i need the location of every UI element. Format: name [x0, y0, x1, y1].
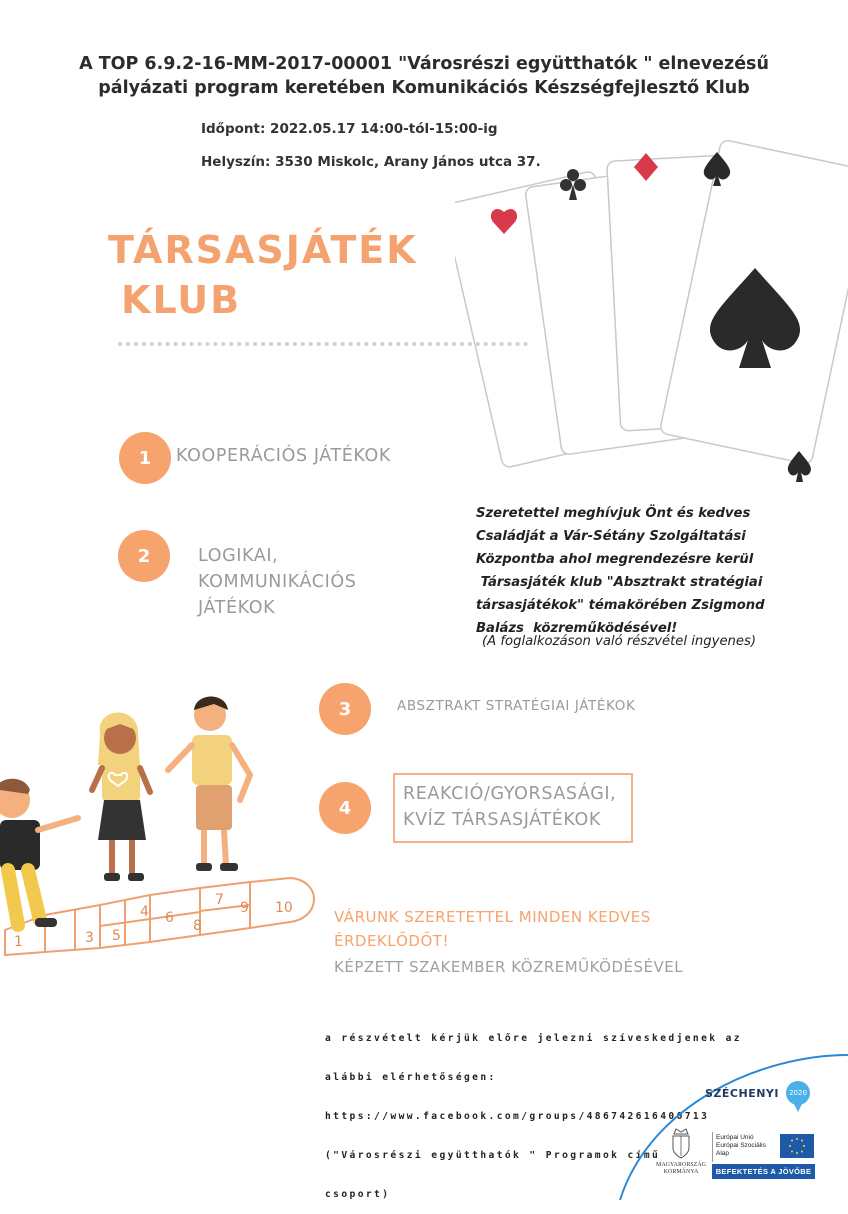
- dotted-divider: [118, 342, 528, 346]
- eu-line-1: Európai Unió: [716, 1134, 754, 1141]
- registration-line-1: a részvételt kérjük előre jelezni szíveskedjenek az: [325, 1033, 742, 1044]
- hopscotch-number-5: 5: [112, 928, 121, 944]
- item-4-line-2: KVÍZ TÁRSASJÁTÉKOK: [403, 810, 601, 830]
- item-2-line-2: KOMMUNIKÁCIÓS: [198, 572, 357, 592]
- szechenyi-2020-badge: 2020: [786, 1081, 810, 1105]
- event-title-line-2: KLUB: [121, 278, 242, 322]
- eu-label: [716, 1134, 766, 1158]
- registration-line-2: alábbi elérhetőségen:: [325, 1072, 497, 1083]
- szechenyi-label: SZÉCHENYI: [705, 1087, 779, 1100]
- registration-line-4: ("Városrészi együtthatók " Programok című: [325, 1150, 661, 1161]
- item-2-line-3: JÁTÉKOK: [198, 598, 276, 618]
- item-3-number-badge: 3: [319, 683, 371, 735]
- hopscotch-number-4: 4: [140, 904, 149, 920]
- item-4-number-badge: 4: [319, 782, 371, 834]
- header-line-2: pályázati program keretében Komunikációs Készségfejlesztő Klub: [98, 78, 750, 98]
- item-3-label: ABSZTRAKT STRATÉGIAI JÁTÉKOK: [397, 698, 636, 714]
- children-illustration: [0, 690, 340, 960]
- government-line-2: KORMÁNYA: [663, 1169, 699, 1175]
- item-2-line-1: LOGIKAI,: [198, 546, 279, 566]
- child-middle: [92, 713, 150, 882]
- eu-line-2: Európai Szociális: [716, 1142, 766, 1149]
- event-date: Időpont: 2022.05.17 14:00-tól-15:00-ig: [201, 121, 498, 137]
- invitation-line-1: Szeretettel meghívjuk Önt és kedves: [476, 506, 751, 521]
- hopscotch-number-1: 1: [14, 934, 23, 950]
- item-1-number-badge: 1: [119, 432, 171, 484]
- event-place: Helyszín: 3530 Miskolc, Arany János utca 37.: [201, 154, 541, 170]
- item-4-line-1: REAKCIÓ/GYORSASÁGI,: [403, 784, 617, 804]
- welcome-line-2: ÉRDEKLŐDŐT!: [334, 932, 449, 950]
- registration-line-5: csoport): [325, 1189, 391, 1200]
- government-label: [650, 1162, 712, 1176]
- hopscotch-number-3: 3: [85, 930, 94, 946]
- invitation-text: [476, 502, 776, 640]
- welcome-line-1: VÁRUNK SZERETETTEL MINDEN KEDVES: [334, 908, 651, 926]
- registration-link[interactable]: https://www.facebook.com/groups/486742616400713: [325, 1111, 710, 1122]
- government-line-1: MAGYARORSZÁG: [655, 1162, 706, 1168]
- hopscotch-number-6: 6: [165, 910, 174, 926]
- child-right: [168, 697, 250, 872]
- header-title: [0, 52, 848, 100]
- event-title-line-1: TÁRSASJÁTÉK: [108, 228, 418, 272]
- playing-cards-illustration: [455, 118, 848, 503]
- hopscotch-number-7: 7: [215, 892, 224, 908]
- welcome-line-3: KÉPZETT SZAKEMBER KÖZREMŰKÖDÉSÉVEL: [334, 958, 684, 976]
- item-2-number-badge: 2: [118, 530, 170, 582]
- invitation-line-4: Társasjáték klub "Absztrakt stratégiai: [476, 575, 763, 590]
- item-1-label: KOOPERÁCIÓS JÁTÉKOK: [176, 446, 391, 466]
- eu-line-3: Alap: [716, 1150, 730, 1157]
- invitation-line-3: Központba ahol megrendezésre kerül: [476, 552, 754, 567]
- hopscotch-number-8: 8: [193, 918, 202, 934]
- invitation-line-5: társasjátékok" témakörében Zsigmond: [476, 598, 765, 613]
- invitation-line-6: Balázs közreműködésével!: [476, 621, 678, 636]
- hopscotch-illustration: [5, 878, 314, 955]
- footer-divider: [712, 1132, 713, 1162]
- item-4-label-box: [393, 773, 633, 843]
- header-line-1: A TOP 6.9.2-16-MM-2017-00001 "Városrészi együtthatók " elnevezésű: [79, 54, 769, 74]
- invitation-note: (A foglalkozáson való részvétel ingyenes): [482, 634, 757, 649]
- hungarian-coat-of-arms: [668, 1126, 694, 1160]
- hopscotch-number-9: 9: [240, 900, 249, 916]
- eu-flag-icon: [780, 1134, 814, 1158]
- invitation-line-2: Családját a Vár-Sétány Szolgáltatási: [476, 529, 746, 544]
- child-left: [0, 779, 78, 927]
- eu-slogan-bar: BEFEKTETÉS A JÖVŐBE: [712, 1164, 815, 1179]
- item-2-label: [198, 543, 356, 621]
- hopscotch-number-10: 10: [275, 900, 293, 916]
- badge-pin-icon: [794, 1104, 802, 1112]
